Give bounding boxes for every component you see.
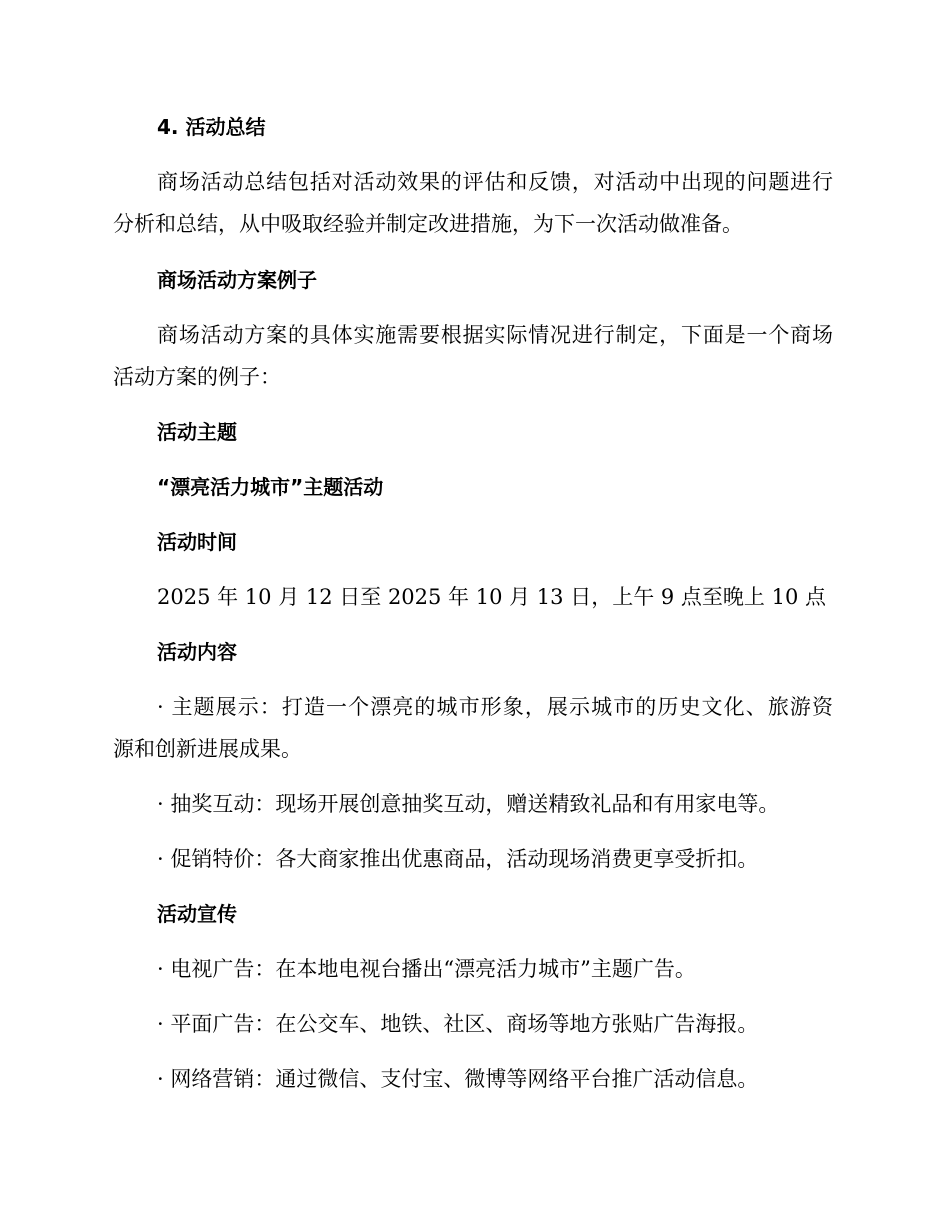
content-item-theme-display-line-1: · 主题展示：打造一个漂亮的城市形象，展示城市的历史文化、旅游资 <box>157 695 833 719</box>
heading-plan-example: 商场活动方案例子 <box>157 268 317 292</box>
paragraph-example-line-2: 活动方案的例子： <box>113 365 281 389</box>
activity-theme-value: “漂亮活力城市”主题活动 <box>157 475 384 499</box>
heading-activity-summary: 4. 活动总结 <box>157 115 266 139</box>
promo-item-online-marketing: · 网络营销：通过微信、支付宝、微博等网络平台推广活动信息。 <box>157 1067 759 1091</box>
promo-item-tv-ad: · 电视广告：在本地电视台播出“漂亮活力城市”主题广告。 <box>157 957 696 981</box>
heading-activity-content: 活动内容 <box>157 640 237 664</box>
content-item-theme-display-line-2: 源和创新进展成果。 <box>113 737 302 761</box>
paragraph-summary-line-1: 商场活动总结包括对活动效果的评估和反馈，对活动中出现的问题进行 <box>157 170 833 194</box>
heading-activity-promotion: 活动宣传 <box>157 902 237 926</box>
activity-time-value: 2025 年 10 月 12 日至 2025 年 10 月 13 日，上午 9 点至晚上 10 点 <box>157 585 826 609</box>
heading-activity-time: 活动时间 <box>157 530 237 554</box>
paragraph-example-line-1: 商场活动方案的具体实施需要根据实际情况进行制定，下面是一个商场 <box>157 323 833 347</box>
content-item-promotion: · 促销特价：各大商家推出优惠商品，活动现场消费更享受折扣。 <box>157 847 759 871</box>
content-item-lottery: · 抽奖互动：现场开展创意抽奖互动，赠送精致礼品和有用家电等。 <box>157 792 780 816</box>
paragraph-summary-line-2: 分析和总结，从中吸取经验并制定改进措施，为下一次活动做准备。 <box>113 212 743 236</box>
promo-item-print-ad: · 平面广告：在公交车、地铁、社区、商场等地方张贴广告海报。 <box>157 1012 759 1036</box>
heading-activity-theme: 活动主题 <box>157 420 237 444</box>
